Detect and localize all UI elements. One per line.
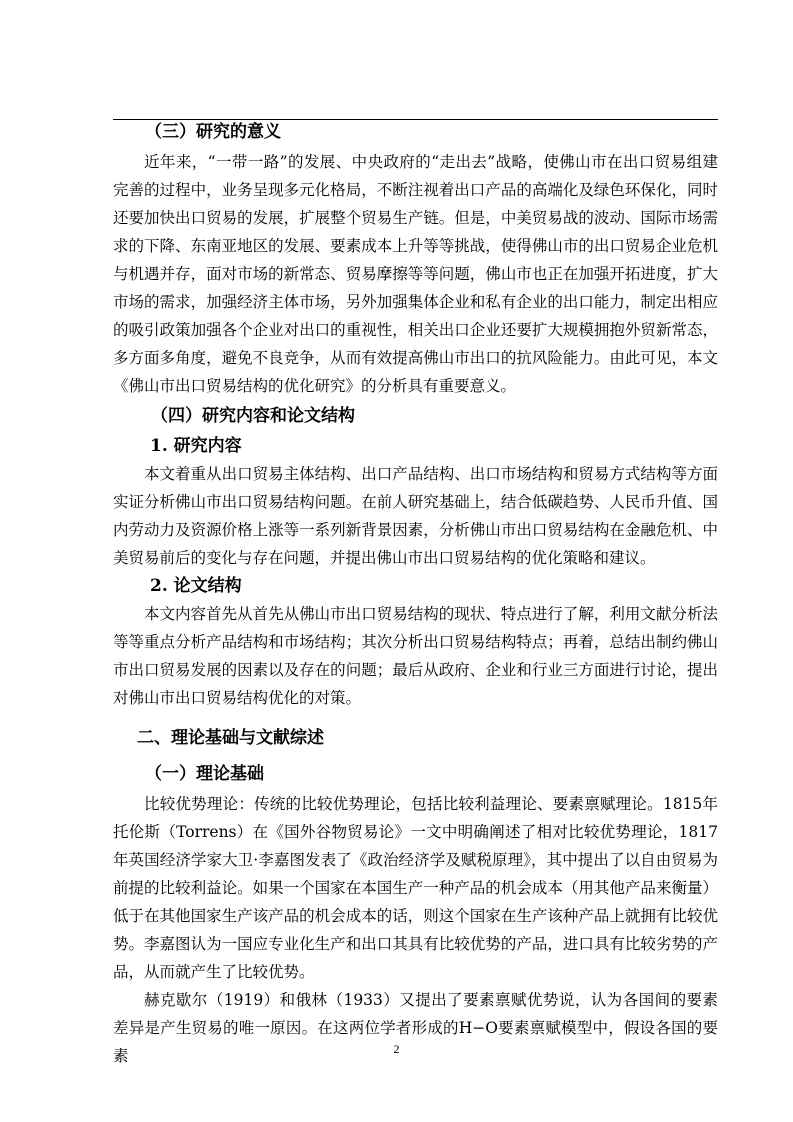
paragraph-comparative-advantage: 比较优势理论：传统的比较优势理论，包括比较利益理论、要素禀赋理论。1815年托伦斯（Torrens）在《国外谷物贸易论》一文中明确阐述了相对比较优势理论，1817年英国经济学家大卫·李嘉图发表了《政治经济学及赋税原理》，其中提出了以自由贸易为前提的比较利益论。如果一个国家在本国生产一种产品的机会成本（用其他产品来衡量）低于在其他国家生产该产品的机会成本的话，则这个国家在生产该种产品上就拥有比较优势。李嘉图认为一国应专业化生产和出口其具有比较优势的产品，进口具有比较劣势的产品，从而就产生了比较优势。	[113, 795, 718, 981]
page-content	[113, 116, 718, 1070]
section-heading-content-structure: （四）研究内容和论文结构	[151, 406, 355, 426]
section-heading-research-significance: （三）研究的意义	[145, 122, 281, 142]
paragraph-factor-endowment: 赫克歇尔（1919）和俄林（1933）又提出了要素禀赋优势说，认为各国间的要素差异是产生贸易的唯一原因。在这两位学者形成的H−O要素禀赋模型中，假设各国的要素	[113, 991, 718, 1065]
paragraph-research-significance: 近年来，“一带一路”的发展、中央政府的“走出去”战略，使佛山市在出口贸易组建完善的过程中，业务呈现多元化格局，不断注视着出口产品的高端化及绿色环保化，同时还要加快出口贸易的发展，扩展整个贸易生产链。但是，中美贸易战的波动、国际市场需求的下降、东南亚地区的发展、要素成本上升等等挑战，使得佛山市的出口贸易企业危机与机遇并存，面对市场的新常态、贸易摩擦等等问题，佛山市也正在加强开拓进度，扩大市场的需求，加强经济主体市场，另外加强集体企业和私有企业的出口能力，制定出相应的吸引政策加强各个企业对出口的重视性，相关出口企业还要扩大规模拥抱外贸新常态，多方面多角度，避免不良竞争，从而有效提高佛山市出口的抗风险能力。由此可见，本文《佛山市出口贸易结构的优化研究》的分析具有重要意义。	[113, 153, 718, 395]
paragraph-research-content: 本文着重从出口贸易主体结构、出口产品结构、出口市场结构和贸易方式结构等方面实证分析佛山市出口贸易结构问题。在前人研究基础上，结合低碳趋势、人民币升值、国内劳动力及资源价格上涨等一系列新背景因素，分析佛山市出口贸易结构在金融危机、中美贸易前后的变化与存在问题，并提出佛山市出口贸易结构的优化策略和建议。	[113, 465, 718, 567]
subsection-heading-research-content: 1. 研究内容	[150, 436, 242, 456]
subsection-heading-thesis-structure: 2. 论文结构	[150, 576, 242, 596]
chapter-heading-theory-literature: 二、理论基础与文献综述	[137, 728, 324, 748]
section-heading-theory-basis: （一）理论基础	[145, 764, 264, 784]
paragraph-thesis-structure: 本文内容首先从首先从佛山市出口贸易结构的现状、特点进行了解，利用文献分析法等等重点分析产品结构和市场结构；其次分析出口贸易结构特点；再着，总结出制约佛山市出口贸易发展的因素以及存在的问题；最后从政府、企业和行业三方面进行讨论，提出对佛山市出口贸易结构优化的对策。	[113, 605, 718, 707]
page-number: 2	[393, 1042, 400, 1056]
